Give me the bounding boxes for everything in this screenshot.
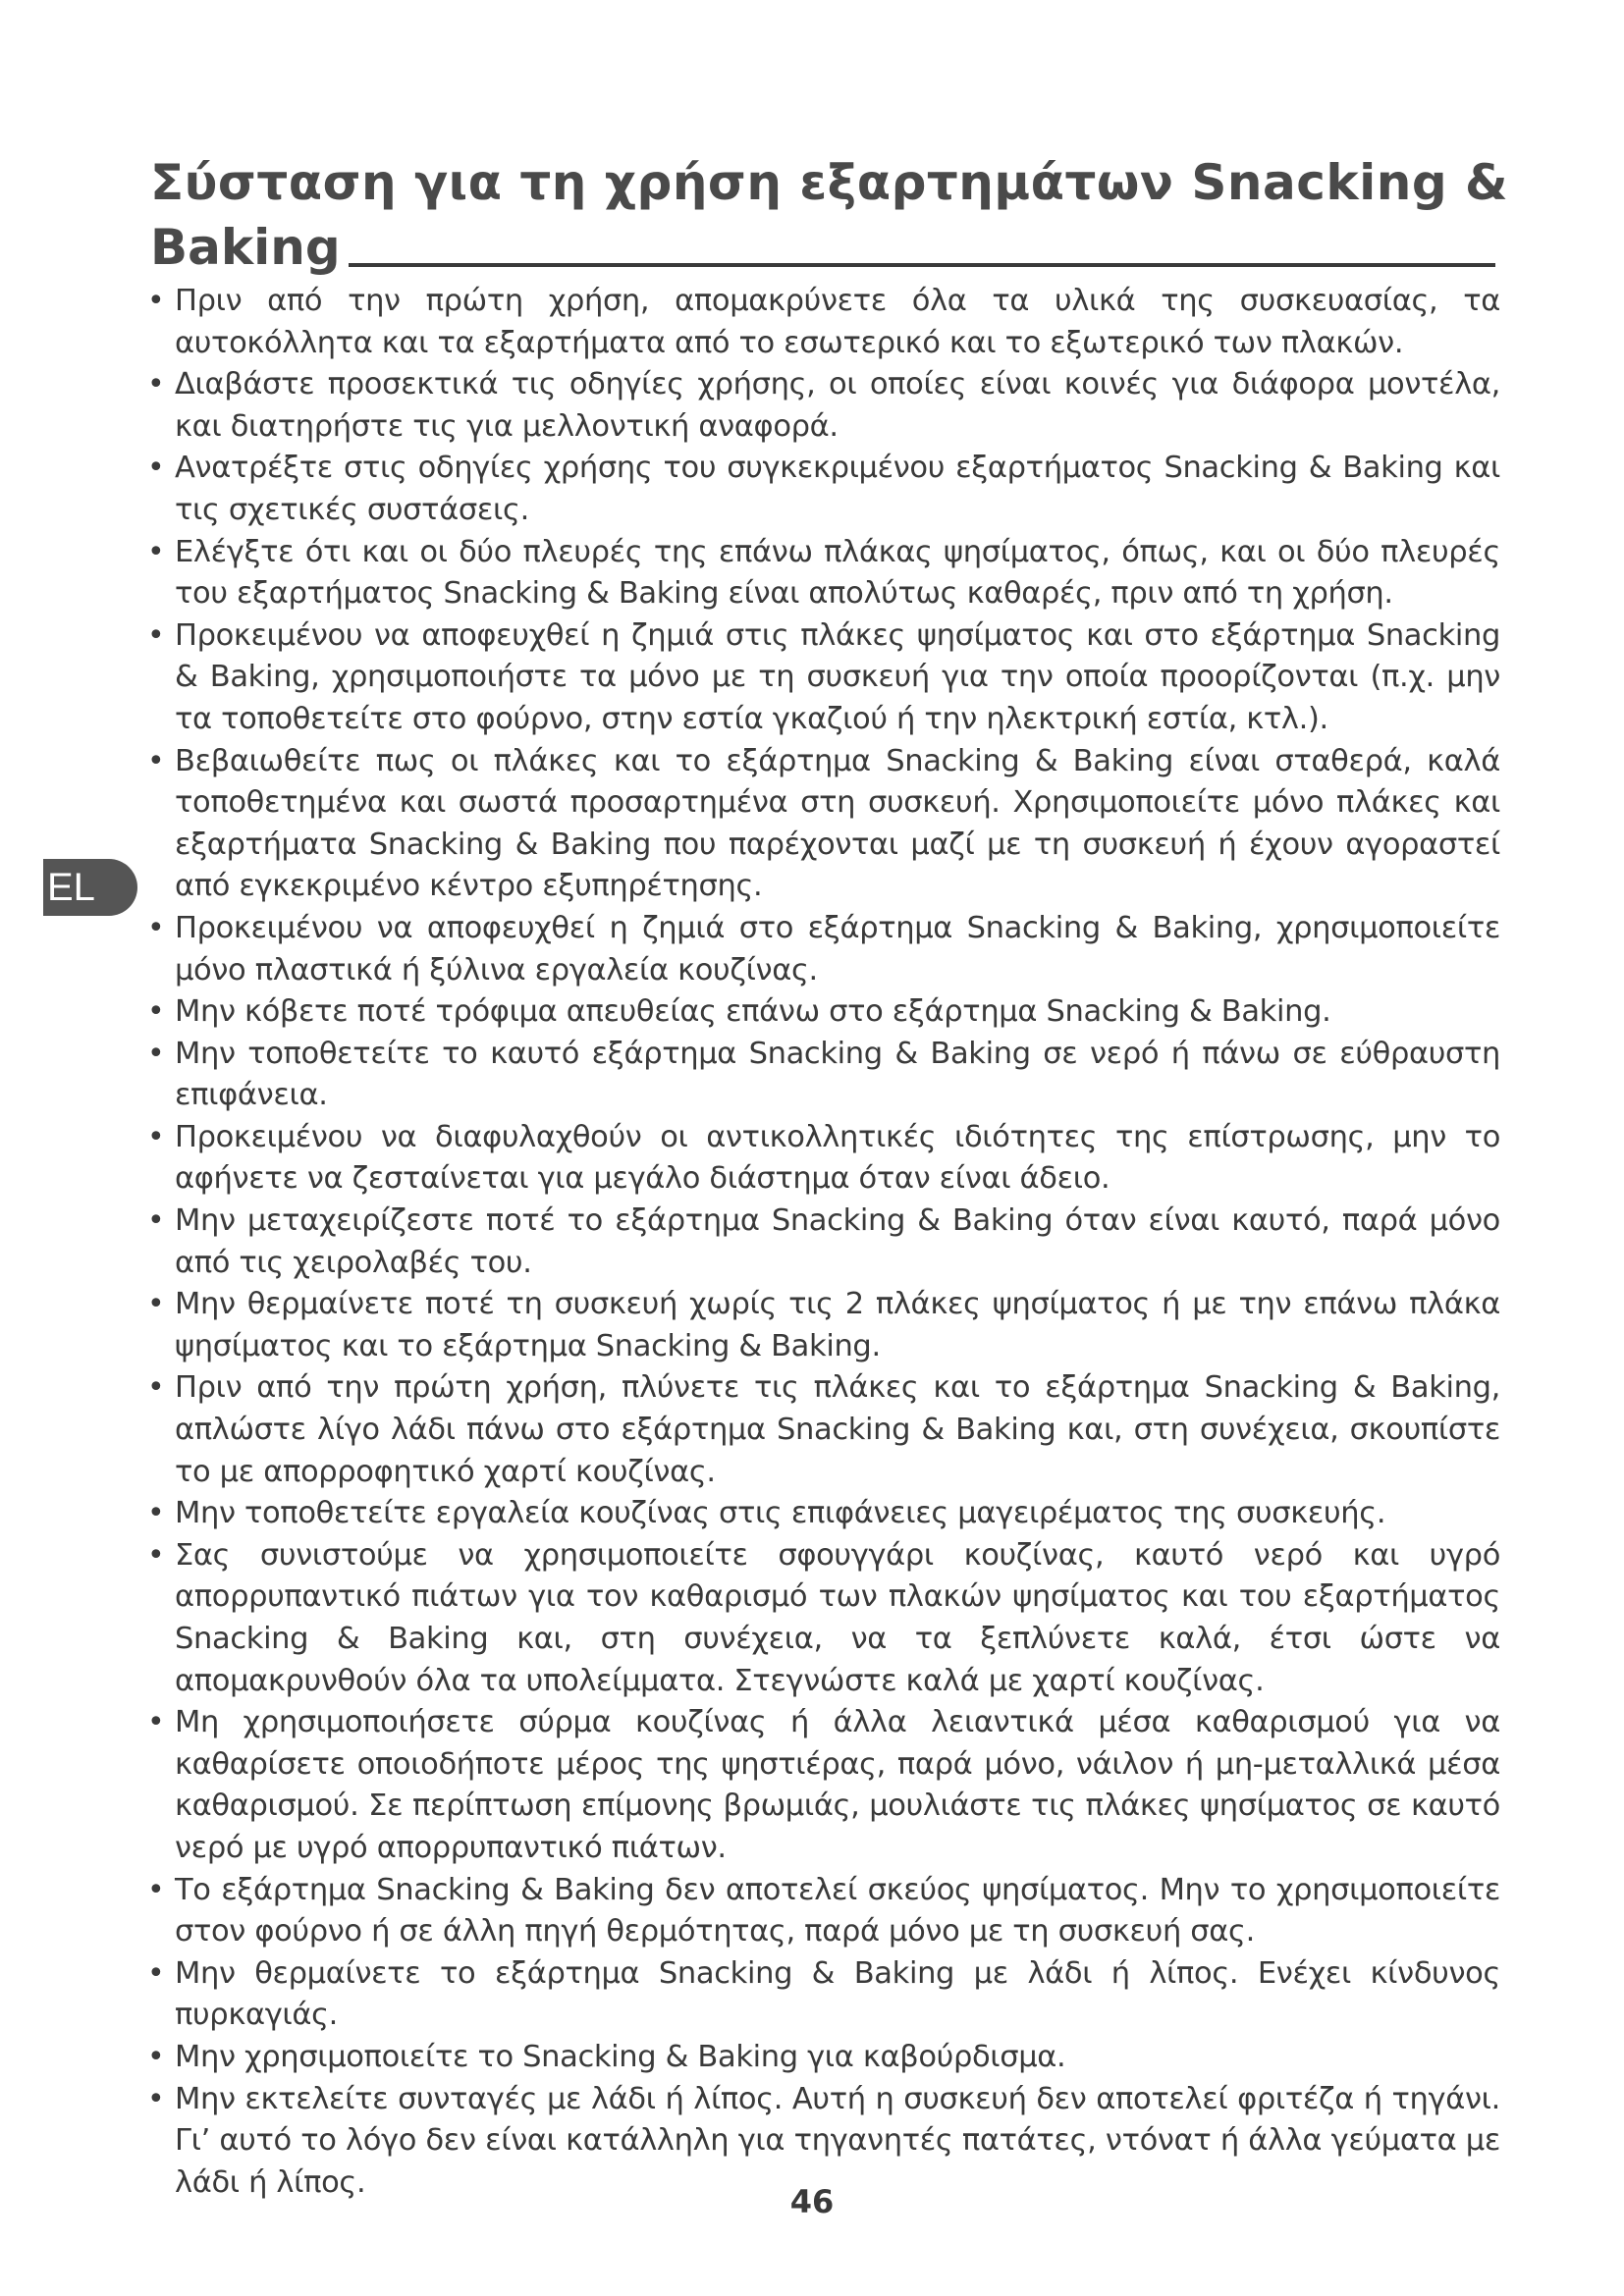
recommendations-list — [147, 281, 1500, 2204]
list-item: • Μην θερμαίνετε το εξάρτημα Snacking & Baking με λάδι ή λίπος. Ενέχει κίνδυνος πυρκαγιάς. — [147, 1953, 1500, 2037]
page-title-line-1: Σύσταση για τη χρήση εξαρτημάτων Snacking & — [150, 154, 1509, 211]
list-item: • Σας συνιστούμε να χρησιμοποιείτε σφουγγάρι κουζίνας, καυτό νερό και υγρό απορρυπαντικό πιάτων για τον καθαρισμό των πλακών ψησίματος και του εξαρτήματος Snacking & Baking και, στη συνέχεια, να τα ξεπλύνετε καλά, έτσι ώστε να απομακρυνθούν όλα τα υπολείμματα. Στεγνώστε καλά με χαρτί κουζίνας. — [147, 1535, 1500, 1702]
list-item: • Προκειμένου να διαφυλαχθούν οι αντικολλητικές ιδιότητες της επίστρωσης, μην το αφήνετε να ζεσταίνεται για μεγάλο διάστημα όταν είναι άδειο. — [147, 1117, 1500, 1201]
list-item: • Μην χρησιμοποιείτε το Snacking & Baking για καβούρδισμα. — [147, 2037, 1500, 2079]
list-item: • Μην τοποθετείτε το καυτό εξάρτημα Snacking & Baking σε νερό ή πάνω σε εύθραυστη επιφάνεια. — [147, 1034, 1500, 1117]
list-item: • Προκειμένου να αποφευχθεί η ζημιά στο εξάρτημα Snacking & Baking, χρησιμοποιείτε μόνο πλαστικά ή ξύλινα εργαλεία κουζίνας. — [147, 908, 1500, 991]
page-title-line-2: Baking — [150, 219, 341, 276]
page-title — [150, 149, 1509, 279]
list-item: • Μην μεταχειρίζεστε ποτέ το εξάρτημα Snacking & Baking όταν είναι καυτό, παρά μόνο από τις χειρολαβές του. — [147, 1201, 1500, 1284]
page-title-line-2-row — [150, 216, 1495, 279]
list-item: • Μην εκτελείτε συνταγές με λάδι ή λίπος. Αυτή η συσκευή δεν αποτελεί φριτέζα ή τηγάνι. Γι’ αυτό το λόγο δεν είναι κατάλληλη για τηγανητές πατάτες, ντόνατ ή άλλα γεύματα με λάδι ή λίπος. — [147, 2079, 1500, 2205]
list-item: • Βεβαιωθείτε πως οι πλάκες και το εξάρτημα Snacking & Baking είναι σταθερά, καλά τοποθετημένα και σωστά προσαρτημένα στη συσκευή. Χρησιμοποιείτε μόνο πλάκες και εξαρτήματα Snacking & Baking που παρέχονται μαζί με τη συσκευή ή έχουν αγοραστεί από εγκεκριμένο κέντρο εξυπηρέτησης. — [147, 741, 1500, 908]
list-item: • Διαβάστε προσεκτικά τις οδηγίες χρήσης, οι οποίες είναι κοινές για διάφορα μοντέλα, και διατηρήστε τις για μελλοντική αναφορά. — [147, 364, 1500, 448]
list-item: • Το εξάρτημα Snacking & Baking δεν αποτελεί σκεύος ψησίματος. Μην το χρησιμοποιείτε στον φούρνο ή σε άλλη πηγή θερμότητας, παρά μόνο με τη συσκευή σας. — [147, 1870, 1500, 1953]
list-item: • Μη χρησιμοποιήσετε σύρμα κουζίνας ή άλλα λειαντικά μέσα καθαρισμού για να καθαρίσετε οποιοδήποτε μέρος της ψηστιέρας, παρά μόνο, νάιλον ή μη-μεταλλικά μέσα καθαρισμού. Σε περίπτωση επίμονης βρωμιάς, μουλιάστε τις πλάκες ψησίματος σε καυτό νερό με υγρό απορρυπαντικό πιάτων. — [147, 1702, 1500, 1869]
page-number: 46 — [789, 2183, 835, 2220]
list-item: • Πριν από την πρώτη χρήση, απομακρύνετε όλα τα υλικά της συσκευασίας, τα αυτοκόλλητα και τα εξαρτήματα από το εσωτερικό και το εξωτερικό των πλακών. — [147, 281, 1500, 364]
list-item: • Μην κόβετε ποτέ τρόφιμα απευθείας επάνω στο εξάρτημα Snacking & Baking. — [147, 991, 1500, 1034]
list-item: • Πριν από την πρώτη χρήση, πλύνετε τις πλάκες και το εξάρτημα Snacking & Baking, απλώστε λίγο λάδι πάνω στο εξάρτημα Snacking & Baking και, στη συνέχεια, σκουπίστε το με απορροφητικό χαρτί κουζίνας. — [147, 1367, 1500, 1493]
language-tab: EL — [43, 859, 137, 916]
list-item: • Μην τοποθετείτε εργαλεία κουζίνας στις επιφάνειες μαγειρέματος της συσκευής. — [147, 1493, 1500, 1535]
list-item: • Ελέγξτε ότι και οι δύο πλευρές της επάνω πλάκας ψησίματος, όπως, και οι δύο πλευρές του εξαρτήματος Snacking & Baking είναι απολύτως καθαρές, πριν από τη χρήση. — [147, 532, 1500, 615]
list-item: • Ανατρέξτε στις οδηγίες χρήσης του συγκεκριμένου εξαρτήματος Snacking & Baking και τις σχετικές συστάσεις. — [147, 448, 1500, 531]
list-item: • Προκειμένου να αποφευχθεί η ζημιά στις πλάκες ψησίματος και στο εξάρτημα Snacking & Baking, χρησιμοποιήστε τα μόνο με τη συσκευή για την οποία προορίζονται (π.χ. μην τα τοποθετείτε στο φούρνο, στην εστία γκαζιού ή την ηλεκτρική εστία, κτλ.). — [147, 615, 1500, 741]
title-underline-rule — [349, 263, 1495, 267]
list-item: • Μην θερμαίνετε ποτέ τη συσκευή χωρίς τις 2 πλάκες ψησίματος ή με την επάνω πλάκα ψησίματος και το εξάρτημα Snacking & Baking. — [147, 1284, 1500, 1367]
